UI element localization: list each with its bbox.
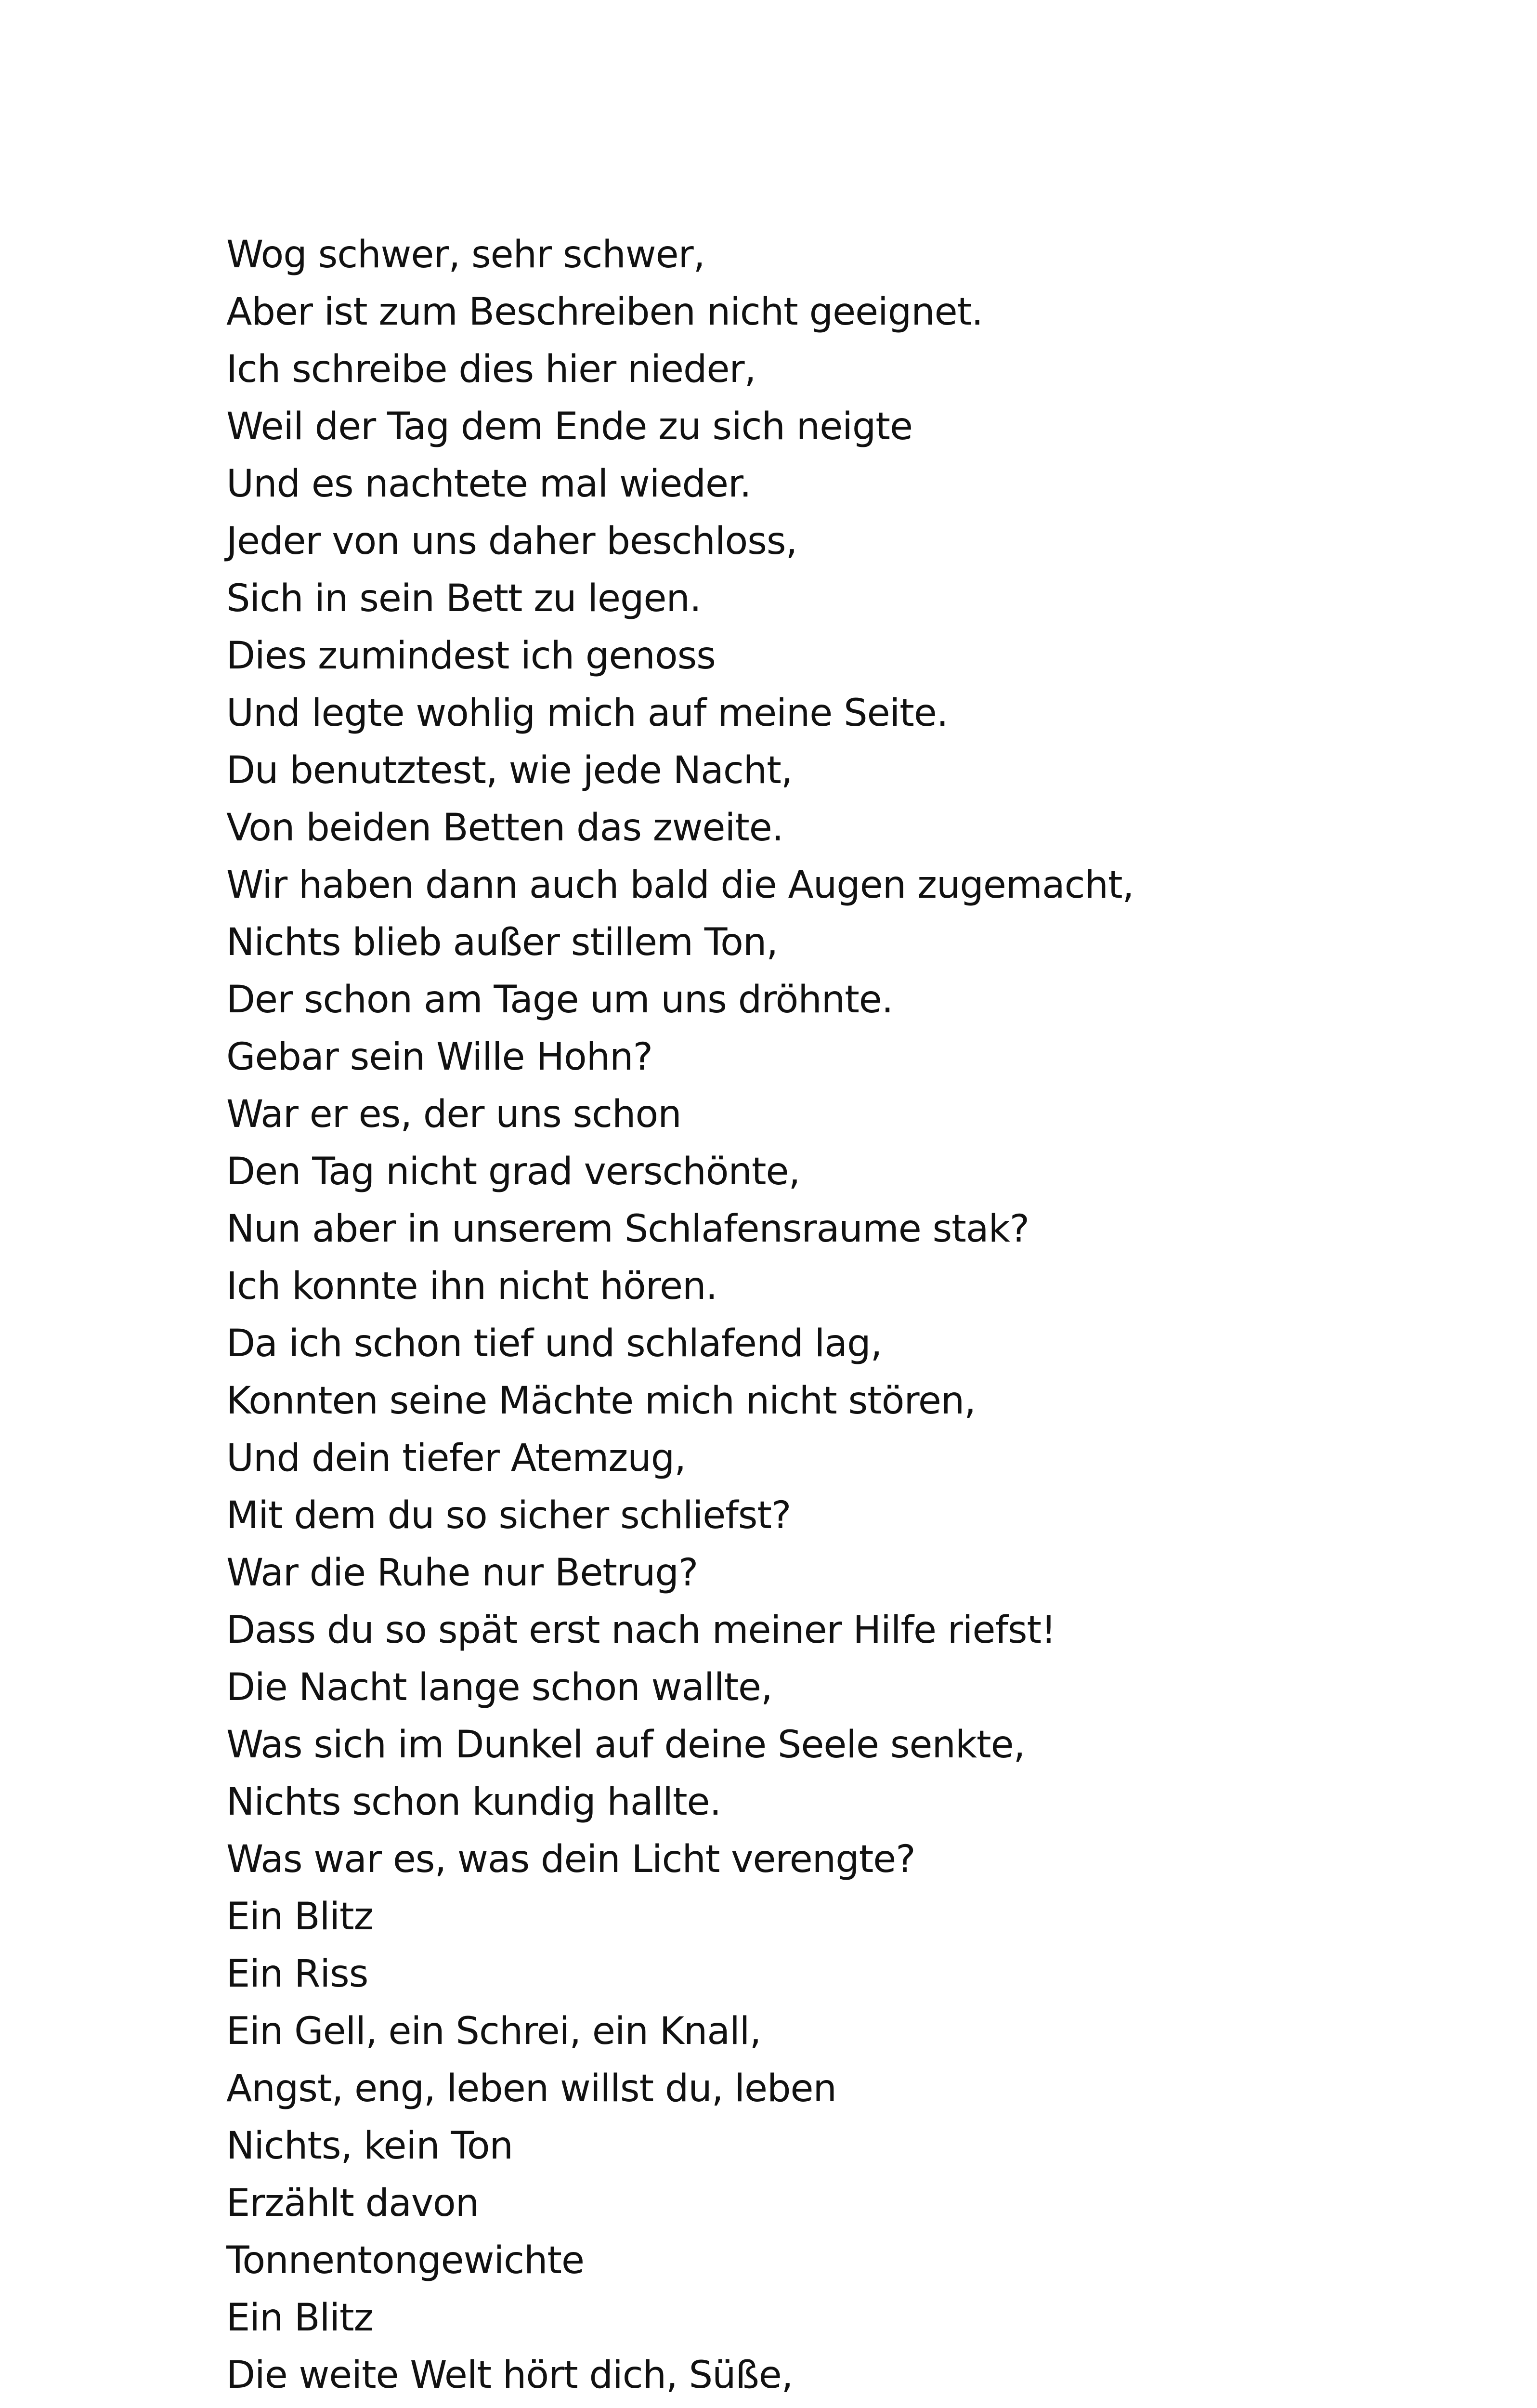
poem-line: Du benutztest, wie jede Nacht, — [226, 749, 793, 792]
poem-line: Erzählt davon — [226, 2182, 479, 2225]
poem-line: Ein Blitz — [226, 1895, 373, 1938]
poem-line: Dies zumindest ich genoss — [226, 634, 716, 678]
poem-line: Den Tag nicht grad verschönte, — [226, 1150, 800, 1193]
poem-line: Was war es, was dein Licht verengte? — [226, 1838, 915, 1881]
poem-line: Und legte wohlig mich auf meine Seite. — [226, 692, 948, 735]
poem-line: Jeder von uns daher beschloss, — [226, 520, 797, 563]
poem-line: Aber ist zum Beschreiben nicht geeignet. — [226, 290, 983, 334]
poem-line: Was sich im Dunkel auf deine Seele senkte, — [226, 1723, 1025, 1767]
poem-line: Und dein tiefer Atemzug, — [226, 1437, 686, 1480]
poem-line: Angst, eng, leben willst du, leben — [226, 2067, 836, 2110]
poem-line: Tonnentongewichte — [226, 2239, 585, 2282]
poem-line: Konnten seine Mächte mich nicht stören, — [226, 1379, 976, 1423]
poem-line: Mit dem du so sicher schliefst? — [226, 1494, 791, 1537]
poem-line: Ein Riss — [226, 1952, 368, 1996]
poem-line: Nichts blieb außer stillem Ton, — [226, 921, 778, 964]
poem-line: Ich schreibe dies hier nieder, — [226, 348, 756, 391]
poem-line: War er es, der uns schon — [226, 1093, 681, 1136]
poem-line: Wir haben dann auch bald die Augen zugemacht, — [226, 864, 1134, 907]
poem-line: Ich konnte ihn nicht hören. — [226, 1265, 717, 1308]
poem-line: Von beiden Betten das zweite. — [226, 806, 783, 850]
poem-line: Die Nacht lange schon wallte, — [226, 1666, 772, 1709]
poem-line: Gebar sein Wille Hohn? — [226, 1035, 652, 1079]
poem-line: Da ich schon tief und schlafend lag, — [226, 1322, 882, 1365]
poem-line — [226, 2404, 1133, 2408]
poem-line: Weil der Tag dem Ende zu sich neigte — [226, 405, 912, 448]
poem-line: Nichts schon kundig hallte. — [226, 1780, 721, 1824]
poem-line: War die Ruhe nur Betrug? — [226, 1551, 698, 1595]
poem-line: Der schon am Tage um uns dröhnte. — [226, 978, 893, 1021]
poem-line: Ein Gell, ein Schrei, ein Knall, — [226, 2010, 761, 2053]
poem-line: Sich in sein Bett zu legen. — [226, 577, 701, 620]
poem-line: Ein Blitz — [226, 2296, 373, 2340]
poem-line: Nichts, kein Ton — [226, 2124, 513, 2168]
poem-body — [226, 226, 1133, 2408]
poem-line: Die weite Welt hört dich, Süße, — [226, 2354, 793, 2397]
poem-line: Nun aber in unserem Schlafensraume stak? — [226, 1207, 1029, 1251]
poem-line: Wog schwer, sehr schwer, — [226, 233, 705, 276]
poem-line: Und es nachtete mal wieder. — [226, 462, 751, 506]
poem-line: Dass du so spät erst nach meiner Hilfe riefst! — [226, 1609, 1056, 1652]
